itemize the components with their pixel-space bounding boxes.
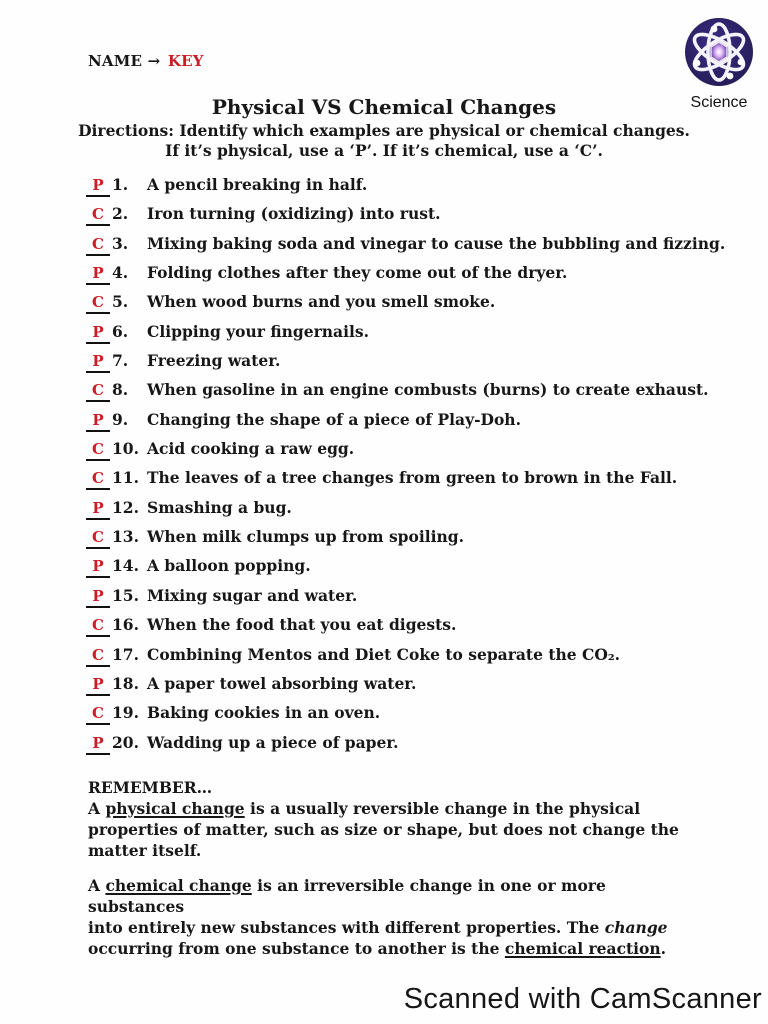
question-row [86,175,726,204]
question-text: A paper towel absorbing water. [147,673,417,693]
question-row [86,703,726,732]
question-text: When wood burns and you smell smoke. [147,292,496,312]
question-row [86,234,726,263]
question-row [86,204,726,233]
question-text: A pencil breaking in half. [147,175,368,194]
answer-blank: P [86,322,110,344]
question-number: 14. [112,556,139,576]
question-list [86,175,726,762]
remember-section [88,777,698,973]
directions-line-2: If it’s physical, use a ‘P’. If it’s chemical, use a ‘C’. [165,141,603,160]
question-number: 19. [112,703,139,723]
answer-blank: P [86,351,110,373]
question-row [86,615,726,644]
answer-blank: P [86,175,110,197]
question-text: Iron turning (oxidizing) into rust. [147,204,441,224]
question-text: Mixing sugar and water. [147,585,358,605]
question-number: 1. [112,175,129,194]
answer-blank: C [86,204,110,226]
question-text: Smashing a bug. [147,497,292,517]
answer-blank: C [86,234,110,256]
directions-line-1: Directions: Identify which examples are physical or chemical changes. [78,121,690,140]
question-number: 8. [112,380,129,400]
answer-blank: P [86,263,110,285]
question-text: Acid cooking a raw egg. [147,439,355,459]
question-text: Baking cookies in an oven. [147,703,381,723]
page-title: Physical VS Chemical Changes [211,95,557,119]
question-number: 6. [112,321,129,341]
question-row [86,645,726,674]
question-row [86,292,726,321]
question-number: 16. [112,615,139,635]
science-logo-caption: Science [690,94,748,111]
question-row [86,733,726,762]
question-text: Changing the shape of a piece of Play-Doh. [147,409,521,429]
question-text: Clipping your fingernails. [147,321,369,341]
question-row [86,410,726,439]
answer-blank: C [86,468,110,490]
camscanner-watermark: Scanned with CamScanner [403,983,762,1015]
question-number: 2. [112,204,129,224]
answer-blank: C [86,439,110,461]
question-text: When gasoline in an engine combusts (burns) to create exhaust. [147,380,709,400]
question-row [86,586,726,615]
question-number: 7. [112,351,129,371]
question-number: 17. [112,644,139,664]
answer-blank: P [86,733,110,755]
answer-blank: C [86,615,110,637]
question-row [86,351,726,380]
atom-icon [683,73,755,92]
answer-blank: C [86,645,110,667]
question-number: 15. [112,585,139,605]
remember-paragraphs [88,798,698,959]
answer-blank: C [86,527,110,549]
answer-blank: P [86,410,110,432]
question-number: 11. [112,468,139,488]
remember-heading: REMEMBER… [88,778,213,797]
remember-paragraph: A chemical change is an irreversible change in one or more substances into entirely new substances with different properties. The change occurring from one substance to another is the chemical reaction. [88,876,668,958]
answer-blank: P [86,556,110,578]
arrow-glyph: → [147,52,161,70]
question-row [86,263,726,292]
directions [0,121,768,161]
question-row [86,322,726,351]
answer-blank: P [86,498,110,520]
question-text: Combining Mentos and Diet Coke to separate the CO₂. [147,644,621,664]
question-row [86,380,726,409]
question-number: 18. [112,673,139,693]
question-text: When milk clumps up from spoiling. [147,527,465,547]
question-text: A balloon popping. [147,556,311,576]
question-text: When the food that you eat digests. [147,615,457,635]
question-row [86,674,726,703]
question-row [86,556,726,585]
answer-blank: P [86,674,110,696]
question-row [86,439,726,468]
question-number: 9. [112,409,129,429]
answer-blank: C [86,703,110,725]
question-text: Folding clothes after they come out of the dryer. [147,263,568,283]
remember-paragraph: A physical change is a usually reversible change in the physical properties of matter, such as size or shape, but does not change the matter itself. [88,799,679,860]
question-text: Wadding up a piece of paper. [147,732,399,752]
name-label: NAME [88,52,143,70]
question-number: 4. [112,263,129,283]
question-text: Freezing water. [147,351,281,371]
question-row [86,468,726,497]
name-key-value: KEY [167,52,204,70]
question-row [86,527,726,556]
answer-blank: C [86,380,110,402]
answer-blank: C [86,292,110,314]
question-number: 10. [112,439,139,459]
question-number: 5. [112,292,129,312]
question-number: 12. [112,497,139,517]
question-text: The leaves of a tree changes from green to brown in the Fall. [147,468,678,488]
question-number: 3. [112,233,129,253]
answer-blank: P [86,586,110,608]
question-number: 13. [112,527,139,547]
question-text: Mixing baking soda and vinegar to cause the bubbling and fizzing. [147,233,726,253]
question-number: 20. [112,732,139,752]
name-row [88,52,204,70]
question-row [86,498,726,527]
